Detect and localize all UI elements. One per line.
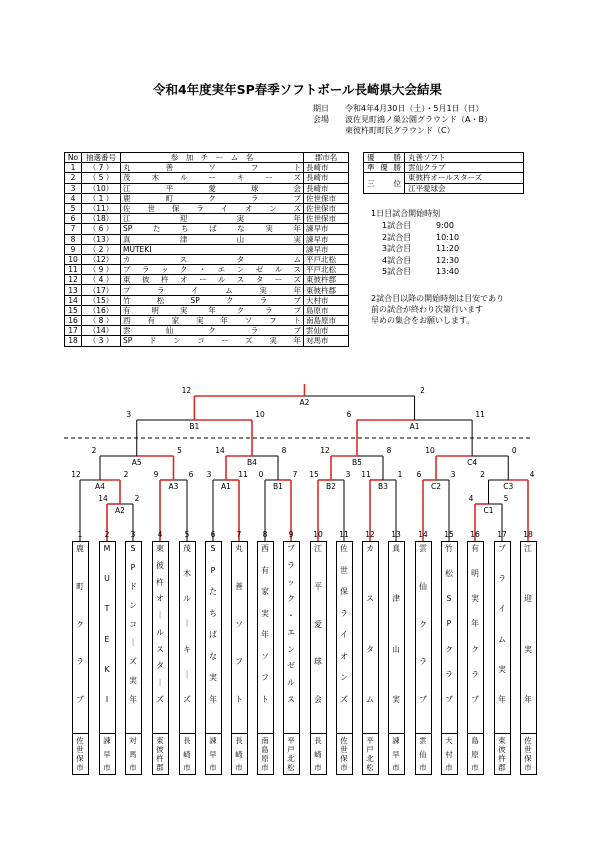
slot-number: 7 [236, 530, 242, 539]
team-seed: （ 4 ） [82, 275, 121, 285]
team-city: 東彼杵郡 [304, 285, 349, 295]
date-value: 令和4年4月30日（土）・5月1日（日） [345, 104, 484, 113]
team-seed: （ 2 ） [82, 244, 121, 254]
score-label: 0 [511, 446, 517, 455]
score-label: 6 [346, 410, 352, 419]
team-name: 江迎実年 [121, 214, 304, 224]
result-value: 東彼杵オールスターズ [405, 173, 524, 183]
team-no: 17 [65, 326, 82, 336]
score-label: 3 [345, 470, 351, 479]
game-label: B1 [189, 422, 200, 431]
col-no: No [65, 153, 82, 163]
team-no: 3 [65, 183, 82, 193]
team-seed: （14） [82, 326, 121, 336]
team-column-name: 江 平 愛 球 会 [314, 544, 322, 704]
team-no: 1 [65, 163, 82, 173]
team-city: 長崎市 [304, 183, 349, 193]
score-label: 7 [292, 470, 298, 479]
venue-label: 会場 [313, 115, 329, 124]
game-label: A2 [115, 506, 125, 515]
game-label: C1 [483, 506, 494, 515]
score-label: 12 [320, 446, 330, 455]
team-name: 竹松SPクラブ [121, 295, 304, 305]
team-seed: （ 8 ） [82, 316, 121, 326]
team-seed: （ 7 ） [82, 163, 121, 173]
team-column-divider [153, 733, 168, 734]
result-label: 優勝 [364, 153, 405, 163]
team-seed: （ 3 ） [82, 336, 121, 346]
team-name: 有明実年クラブ [121, 305, 304, 315]
team-column-divider [284, 733, 299, 734]
schedule-game: 1試合目 [382, 221, 412, 230]
team-column [205, 541, 222, 775]
team-column-city: 長 崎 市 [183, 736, 191, 772]
team-seed: （10） [82, 183, 121, 193]
slot-number: 4 [157, 530, 163, 539]
score-label: 12 [71, 470, 81, 479]
team-no: 18 [65, 336, 82, 346]
score-label: 0 [258, 470, 264, 479]
team-seed: （ 6 ） [82, 224, 121, 234]
team-column-divider [468, 733, 483, 734]
team-column-city: 平 戸 北 松 [287, 736, 295, 772]
team-column [388, 541, 405, 775]
team-name: ブラック・エンゼルス [121, 265, 304, 275]
team-column [283, 541, 300, 775]
team-city: 平戸北松 [304, 265, 349, 275]
score-label: 6 [188, 470, 194, 479]
team-column-divider [206, 733, 221, 734]
score-label: 5 [177, 446, 182, 455]
team-column-name: 丸 善 ソ フ ト [235, 544, 243, 704]
score-label: 1 [397, 470, 403, 479]
schedule-time: 9:00 [436, 221, 454, 230]
game-label: A4 [95, 482, 105, 491]
team-column-divider [337, 733, 352, 734]
team-column-city: 佐 世 保 市 [76, 736, 84, 772]
team-city: 平戸北松 [304, 254, 349, 264]
venue-value-1: 波佐見町鴻ノ巣公園グラウンド（A・B） [345, 115, 492, 124]
score-label: 2 [91, 446, 97, 455]
score-label: 2 [134, 494, 140, 503]
team-column-city: 諫 早 市 [392, 736, 400, 772]
team-column-city: 長 崎 市 [235, 736, 243, 772]
team-city: 長崎市 [304, 173, 349, 183]
team-no: 15 [65, 305, 82, 315]
schedule-time: 10:10 [436, 232, 460, 242]
team-column-name: M U T E K I [103, 544, 111, 704]
team-seed: （ 1 ） [82, 193, 121, 203]
score-label: 3 [206, 470, 212, 479]
slot-number: 1 [77, 530, 83, 539]
team-column-name: 雲 仙 ク ラ ブ [419, 544, 427, 704]
team-column-name: S P た ち ば な 実 年 [209, 544, 217, 704]
team-column-divider [521, 733, 536, 734]
score-label: 8 [386, 446, 392, 455]
game-label: A1 [221, 482, 231, 491]
team-column [467, 541, 484, 775]
page-title: 令和4年度実年SP春季ソフトボール長崎県大会結果 [152, 82, 443, 97]
schedule-note-1: 2試合目以降の開始時刻は目安であり [371, 294, 505, 303]
col-city: 郡市名 [304, 153, 349, 163]
slot-number: 3 [130, 530, 136, 539]
game-label: B1 [273, 482, 283, 491]
team-column-name: 竹 松 S P ク ラ ブ [445, 544, 453, 704]
slot-number: 9 [288, 530, 294, 539]
team-name: 丸善ソフト [121, 163, 304, 173]
slot-number: 18 [523, 530, 533, 539]
score-label: 6 [416, 470, 422, 479]
slot-number: 13 [391, 530, 401, 539]
result-value: 丸善ソフト [405, 153, 524, 163]
venue-value-2: 東彼杵町町民グラウンド（C） [345, 126, 455, 135]
team-no: 5 [65, 203, 82, 213]
col-seed: 抽選番号 [82, 153, 121, 163]
schedule-game: 4試合目 [382, 255, 412, 265]
team-column-divider [126, 733, 141, 734]
game-label: C2 [430, 482, 441, 491]
result-value: 江平愛球会 [405, 183, 524, 193]
team-city: 南島原市 [304, 316, 349, 326]
score-label: 2 [123, 470, 129, 479]
schedule-time: 12:30 [436, 255, 460, 265]
team-no: 4 [65, 193, 82, 203]
score-label: 8 [281, 446, 287, 455]
team-column-divider [311, 733, 326, 734]
game-label: C4 [467, 458, 478, 467]
team-column [72, 541, 89, 775]
team-seed: （17） [82, 285, 121, 295]
team-column-name: 西 有 家 実 年 ソ フ ト [261, 544, 269, 704]
team-column-name: 茂 木 ル ｜ キ ｜ ズ [183, 544, 191, 704]
team-city: 雲仙市 [304, 326, 349, 336]
game-label: A5 [131, 458, 142, 467]
score-label: 3 [126, 410, 132, 419]
game-label: C3 [503, 482, 514, 491]
team-column-city: 佐 世 保 市 [340, 736, 348, 772]
team-name: 雲仙クラブ [121, 326, 304, 336]
date-label: 期日 [313, 104, 329, 113]
team-column-divider [100, 733, 115, 734]
score-label: 10 [255, 410, 265, 419]
score-label: 2 [480, 470, 485, 479]
team-seed: （15） [82, 295, 121, 305]
team-city: 東彼杵郡 [304, 275, 349, 285]
team-column-name: 東 彼 杵 オ ｜ ル ス タ ｜ ズ [156, 544, 164, 704]
slot-number: 8 [262, 530, 268, 539]
team-column-city: 島 原 市 [471, 736, 479, 772]
result-label: 三位 [364, 173, 405, 193]
team-column [336, 541, 353, 775]
slot-number: 15 [444, 530, 454, 539]
team-column [415, 541, 432, 775]
team-city: 佐世保市 [304, 203, 349, 213]
team-city: 諫早市 [304, 224, 349, 234]
team-no: 9 [65, 244, 82, 254]
team-seed: （11） [82, 203, 121, 213]
team-city: 対馬市 [304, 336, 349, 346]
team-column [441, 541, 458, 775]
team-column-divider [416, 733, 431, 734]
team-city: 佐世保市 [304, 193, 349, 203]
team-column-divider [258, 733, 273, 734]
slot-number: 12 [365, 530, 375, 539]
game-label: A3 [168, 482, 179, 491]
team-column-name: カ ス タ ム [366, 544, 374, 704]
team-seed: （13） [82, 234, 121, 244]
team-column-name: 江 迎 実 年 [524, 544, 532, 704]
team-no: 14 [65, 295, 82, 305]
game-label: B3 [378, 482, 388, 491]
slot-number: 2 [104, 530, 110, 539]
team-column [310, 541, 327, 775]
team-name: 江平愛球会 [121, 183, 304, 193]
game-label: A1 [409, 422, 420, 431]
game-label: A2 [299, 398, 310, 407]
team-column [362, 541, 379, 775]
team-column-divider [442, 733, 457, 734]
result-label: 準優勝 [364, 163, 405, 173]
slot-number: 17 [497, 530, 507, 539]
team-column [152, 541, 169, 775]
team-column-city: 東 彼 杵 郡 [156, 736, 164, 772]
team-no: 8 [65, 234, 82, 244]
team-column-city: 雲 仙 市 [419, 736, 427, 772]
score-label: 11 [475, 410, 485, 419]
team-name: SPたちばな実年 [121, 224, 304, 234]
slot-number: 5 [184, 530, 190, 539]
team-column-name: ブ ラ ッ ク ・ エ ン ゼ ル ス [287, 544, 295, 704]
team-seed: （16） [82, 305, 121, 315]
schedule-game: 5試合目 [382, 267, 412, 276]
team-seed: （ 9 ） [82, 265, 121, 275]
team-no: 6 [65, 214, 82, 224]
team-name: 西有家実年ソフト [121, 316, 304, 326]
score-label: 2 [420, 386, 425, 395]
score-label: 5 [503, 494, 509, 503]
team-column-city: 南 島 原 市 [261, 736, 269, 772]
team-no: 11 [65, 265, 82, 275]
score-label: 4 [529, 470, 535, 479]
team-no: 16 [65, 316, 82, 326]
team-name: 鹿町クラブ [121, 193, 304, 203]
team-column [257, 541, 274, 775]
team-column-name: S P ド ン コ ｜ ズ 実 年 [129, 544, 137, 704]
score-label: 11 [361, 470, 371, 479]
team-name: 真津山実 [121, 234, 304, 244]
team-no: 12 [65, 275, 82, 285]
score-label: 15 [309, 470, 319, 479]
team-name: MUTEKI [121, 244, 304, 254]
score-label: 14 [98, 494, 108, 503]
team-name: SPドンコーズ実年 [121, 336, 304, 346]
schedule-note-2: 前の試合が終わり次第行います [371, 305, 483, 314]
team-city: 佐世保市 [304, 214, 349, 224]
team-column [179, 541, 196, 775]
game-label: B4 [247, 458, 257, 467]
team-column-city: 諫 早 市 [103, 736, 111, 772]
team-city: 島原市 [304, 305, 349, 315]
team-column-divider [389, 733, 404, 734]
team-seed: （ 5 ） [82, 173, 121, 183]
team-column-city: 対 馬 市 [129, 736, 137, 772]
team-column-city: 平 戸 北 松 [366, 736, 374, 772]
team-column-divider [73, 733, 88, 734]
team-name: 茂木ルーキーズ [121, 173, 304, 183]
team-seed: （18） [82, 214, 121, 224]
team-name: 佐世保ライオンズ [121, 203, 304, 213]
team-no: 10 [65, 254, 82, 264]
result-value: 雲仙クラブ [405, 163, 524, 173]
team-column-divider [232, 733, 247, 734]
team-column [494, 541, 511, 775]
team-column-city: 東 彼 杵 郡 [498, 736, 506, 772]
team-column-city: 長 崎 市 [314, 736, 322, 772]
team-name: 東彼杵オールスターズ [121, 275, 304, 285]
score-label: 3 [450, 470, 456, 479]
team-column-name: 有 明 実 年 ク ラ ブ [471, 544, 479, 704]
col-team: 参 加 チ ー ム 名 [121, 153, 304, 163]
team-no: 7 [65, 224, 82, 234]
slot-number: 6 [210, 530, 216, 539]
team-seed: （12） [82, 254, 121, 264]
team-name: プライム実年 [121, 285, 304, 295]
team-name: カスタム [121, 254, 304, 264]
team-city: 長崎市 [304, 163, 349, 173]
team-column-divider [180, 733, 195, 734]
game-label: B2 [326, 482, 336, 491]
team-column-name: 鹿 町 ク ラ ブ [76, 544, 84, 704]
score-label: 9 [153, 470, 159, 479]
schedule-time: 11:20 [436, 244, 460, 253]
schedule-game: 2試合目 [382, 232, 412, 242]
team-column [520, 541, 537, 775]
score-label: 4 [468, 494, 474, 503]
score-label: 11 [238, 470, 248, 479]
team-city: 諫早市 [304, 244, 349, 254]
team-column-city: 大 村 市 [445, 736, 453, 772]
team-no: 2 [65, 173, 82, 183]
team-column [99, 541, 116, 775]
game-label: B5 [352, 458, 362, 467]
slot-number: 11 [339, 530, 349, 539]
team-column-name: プ ラ イ ム 実 年 [498, 544, 506, 704]
score-label: 14 [215, 446, 225, 455]
team-column-city: 諫 早 市 [209, 736, 217, 772]
schedule-time: 13:40 [436, 267, 460, 276]
team-column-divider [363, 733, 378, 734]
schedule-heading: 1日目試合開始時刻 [371, 209, 441, 218]
score-label: 10 [425, 446, 435, 455]
team-column [231, 541, 248, 775]
schedule-game: 3試合目 [382, 244, 412, 253]
team-column-name: 真 津 山 実 [392, 544, 400, 704]
score-label: 12 [181, 386, 192, 395]
slot-number: 16 [470, 530, 480, 539]
team-city: 大村市 [304, 295, 349, 305]
team-column [125, 541, 142, 775]
team-no: 13 [65, 285, 82, 295]
team-column-name: 佐 世 保 ラ イ オ ン ズ [340, 544, 348, 704]
team-city: 諫早市 [304, 234, 349, 244]
slot-number: 14 [418, 530, 428, 539]
slot-number: 10 [313, 530, 323, 539]
team-column-divider [495, 733, 510, 734]
team-column-city: 佐 世 保 市 [524, 736, 532, 772]
schedule-note-3: 早めの集合をお願いします。 [371, 316, 475, 325]
